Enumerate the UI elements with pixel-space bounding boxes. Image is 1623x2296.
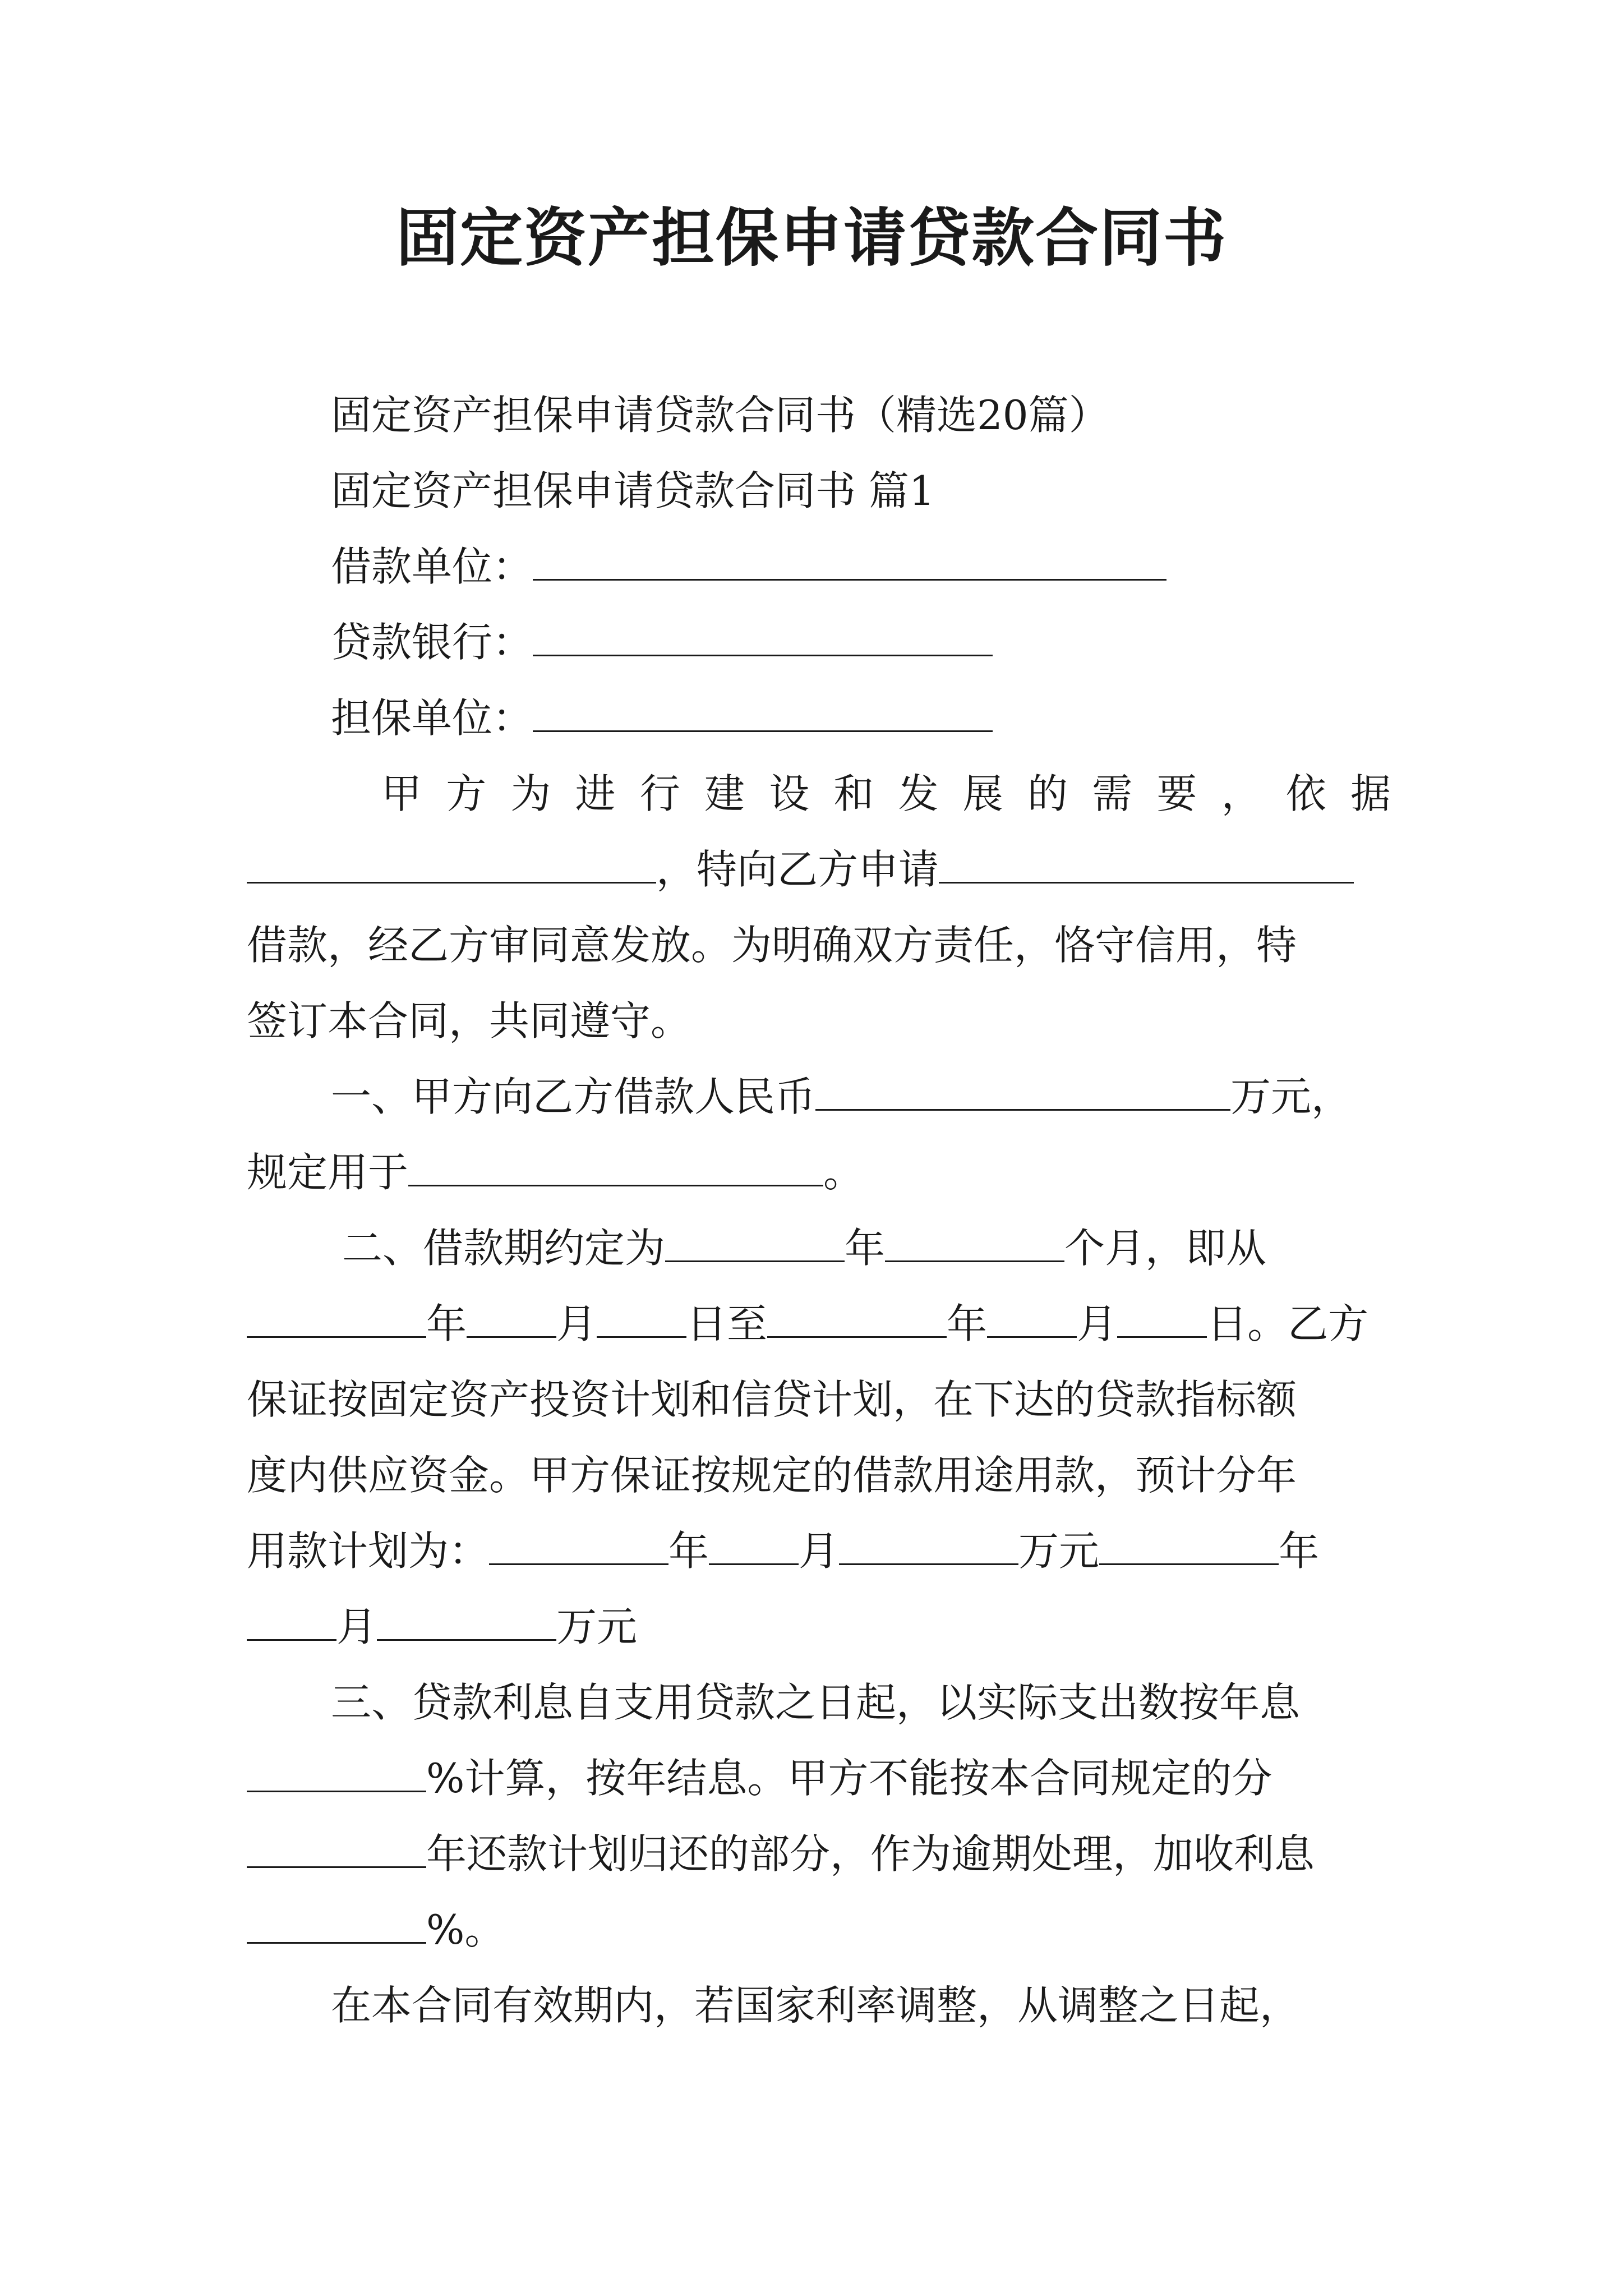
purpose-blank[interactable] <box>408 1145 823 1186</box>
plan1-month-unit: 月 <box>799 1527 840 1575</box>
clause3-line-1: 三、贷款利息自支用贷款之日起，以实际支出数按年息 <box>331 1679 1301 1726</box>
end-year-unit: 年 <box>947 1300 988 1347</box>
clause2-text-c: 个月，即从 <box>1064 1225 1267 1272</box>
intro-line-3: 借款，经乙方审同意发放。为明确双方责任，恪守信用，特 <box>247 922 1297 969</box>
clause3-text-c: 年还款计划归还的部分，作为逾期处理，加收利息 <box>426 1830 1315 1878</box>
clause2-line-6 <box>247 1599 637 1655</box>
clause3-text-d: %。 <box>426 1906 505 1953</box>
clause1-line-2 <box>247 1144 864 1200</box>
basis-blank[interactable] <box>247 843 656 884</box>
plan1-amount-blank[interactable] <box>839 1524 1018 1565</box>
plan2-amount-blank[interactable] <box>377 1600 556 1641</box>
start-year-unit: 年 <box>426 1300 467 1347</box>
guarantor-row <box>331 690 993 746</box>
plan2-month-blank[interactable] <box>247 1600 336 1641</box>
day-end-text: 日。乙方 <box>1207 1300 1369 1347</box>
document-title: 固定资产担保申请贷款合同书 <box>396 201 1227 275</box>
penalty-rate-blank[interactable] <box>247 1903 426 1944</box>
end-day-blank[interactable] <box>1117 1297 1207 1338</box>
start-month-blank[interactable] <box>467 1297 556 1338</box>
end-month-blank[interactable] <box>987 1297 1077 1338</box>
clause3-line-2 <box>247 1750 1272 1806</box>
intro-line-1: 甲方为进行建设和发展的需要，依据 <box>381 770 1391 817</box>
term-months-blank[interactable] <box>885 1221 1064 1262</box>
lender-blank[interactable] <box>533 615 993 656</box>
loan-type-blank[interactable] <box>939 843 1354 884</box>
clause3-line-3 <box>247 1826 1315 1882</box>
clause2-line-3: 保证按固定资产投资计划和信贷计划，在下达的贷款指标额 <box>247 1376 1297 1423</box>
end-month-unit: 月 <box>1077 1300 1118 1347</box>
clause2-line-5 <box>247 1523 1319 1579</box>
guarantor-blank[interactable] <box>533 691 993 732</box>
borrower-row <box>331 539 1166 595</box>
guarantor-label: 担保单位： <box>331 694 533 742</box>
plan1-amount-unit: 万元 <box>1018 1527 1100 1575</box>
start-year-blank[interactable] <box>247 1297 426 1338</box>
plan1-month-blank[interactable] <box>709 1524 799 1565</box>
repayment-plan-blank[interactable] <box>247 1827 426 1868</box>
clause3-line-4 <box>247 1902 505 1958</box>
intro-line-2 <box>247 841 1354 898</box>
clause2-text-b: 年 <box>845 1225 886 1272</box>
plan2-year-blank[interactable] <box>1099 1524 1279 1565</box>
clause1-text-d: 。 <box>823 1149 864 1196</box>
clause1-text-b: 万元， <box>1230 1073 1352 1120</box>
clause2-line-1 <box>342 1220 1266 1276</box>
plan2-amount-unit: 万元 <box>556 1603 638 1650</box>
clause2-text-a: 二、借款期约定为 <box>342 1225 666 1272</box>
interest-rate-blank[interactable] <box>247 1751 426 1792</box>
lender-label: 贷款银行： <box>331 619 533 666</box>
borrower-label: 借款单位： <box>331 543 533 590</box>
plan-label: 用款计划为： <box>247 1527 490 1575</box>
borrower-blank[interactable] <box>533 540 1166 581</box>
clause2-line-2 <box>247 1296 1368 1352</box>
plan2-year-unit: 年 <box>1279 1527 1320 1575</box>
plan1-year-blank[interactable] <box>489 1524 668 1565</box>
start-month-unit: 月 <box>556 1300 597 1347</box>
start-day-blank[interactable] <box>597 1297 686 1338</box>
amount-blank[interactable] <box>815 1070 1230 1111</box>
plan2-month-unit: 月 <box>336 1603 377 1650</box>
clause2-line-4: 度内供应资金。甲方保证按规定的借款用途用款，预计分年 <box>247 1452 1297 1499</box>
clause3-text-b: %计算，按年结息。甲方不能按本合同规定的分 <box>426 1755 1272 1802</box>
clause1-text-c: 规定用于 <box>247 1149 409 1196</box>
plan1-year-unit: 年 <box>668 1527 709 1575</box>
section-heading: 固定资产担保申请贷款合同书 篇1 <box>331 467 935 514</box>
rate-adjust-line: 在本合同有效期内，若国家利率调整，从调整之日起， <box>331 1982 1301 2029</box>
day-to-text: 日至 <box>686 1300 768 1347</box>
intro-apply: ，特向乙方申请 <box>656 846 939 893</box>
clause1-line-1 <box>331 1069 1352 1125</box>
term-years-blank[interactable] <box>665 1221 845 1262</box>
lender-row <box>331 614 993 670</box>
intro-line-4: 签订本合同，共同遵守。 <box>247 997 691 1045</box>
subtitle: 固定资产担保申请贷款合同书（精选20篇） <box>331 392 1109 439</box>
end-year-blank[interactable] <box>767 1297 947 1338</box>
clause1-text-a: 一、甲方向乙方借款人民币 <box>331 1073 816 1120</box>
